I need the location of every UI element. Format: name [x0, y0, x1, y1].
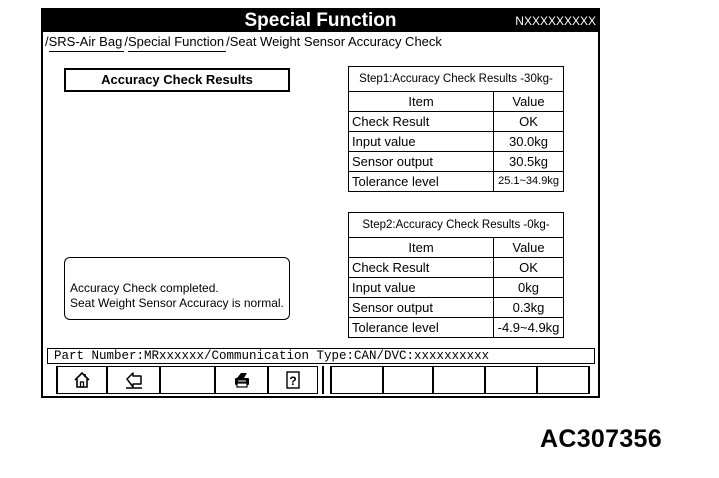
row-value: 0kg [494, 278, 564, 298]
row-label: Check Result [349, 112, 494, 132]
figure-code: AC307356 [540, 425, 662, 453]
function-button-bar [47, 366, 595, 394]
row-value: 30.5kg [494, 152, 564, 172]
return-button[interactable] [107, 366, 160, 394]
row-value: OK [494, 112, 564, 132]
status-line: Part Number:MRxxxxxx/Communication Type:CAN/DVC:xxxxxxxxxx [47, 348, 595, 364]
row-value: 30.0kg [494, 132, 564, 152]
header-item: Item [349, 92, 494, 112]
table-row [349, 172, 564, 192]
row-label: Tolerance level [349, 172, 494, 192]
blank-button[interactable] [160, 366, 215, 394]
table-row [349, 318, 564, 338]
table-row [349, 112, 564, 132]
return-icon [124, 370, 144, 390]
header-value: Value [494, 92, 564, 112]
title-bar [43, 10, 598, 32]
table-row [349, 298, 564, 318]
function-key-2[interactable] [383, 366, 433, 394]
breadcrumb-special-function[interactable]: Special Function [128, 32, 226, 52]
row-label: Sensor output [349, 152, 494, 172]
printer-icon [232, 370, 252, 390]
table-header-row [349, 92, 564, 112]
step1-table [348, 66, 564, 192]
row-label: Check Result [349, 258, 494, 278]
step2-table [348, 212, 564, 338]
header-value: Value [494, 238, 564, 258]
step1-caption: Step1:Accuracy Check Results -30kg- [349, 67, 564, 92]
print-button[interactable] [215, 366, 268, 394]
row-value: -4.9~4.9kg [494, 318, 564, 338]
row-value: OK [494, 258, 564, 278]
help-glyph: ? [289, 374, 297, 388]
bar-left-cap [47, 366, 57, 394]
window-title: Special Function [244, 10, 397, 31]
table-row [349, 132, 564, 152]
home-button[interactable] [57, 366, 107, 394]
function-key-1[interactable] [331, 366, 383, 394]
bar-right-cap [589, 366, 595, 394]
function-key-3[interactable] [433, 366, 485, 394]
row-label: Input value [349, 132, 494, 152]
help-button[interactable] [268, 366, 318, 394]
function-key-5[interactable] [537, 366, 589, 394]
table-row [349, 258, 564, 278]
table-row [349, 278, 564, 298]
header-item: Item [349, 238, 494, 258]
row-value: 0.3kg [494, 298, 564, 318]
table-row [349, 152, 564, 172]
diagnostic-screen [41, 8, 600, 398]
breadcrumb-seat-weight-sensor: Seat Weight Sensor Accuracy Check [229, 34, 442, 49]
home-icon [72, 370, 92, 390]
window-code: NXXXXXXXXX [515, 14, 596, 28]
breadcrumb: /SRS-Air Bag /Special Function /Seat Weight Sensor Accuracy Check [45, 32, 598, 52]
message-line-2: Seat Weight Sensor Accuracy is normal. [70, 296, 284, 310]
message-box [64, 257, 290, 320]
row-value: 25.1~34.9kg [494, 172, 564, 192]
step2-caption: Step2:Accuracy Check Results -0kg- [349, 213, 564, 238]
message-line-1: Accuracy Check completed. [70, 281, 219, 295]
row-label: Tolerance level [349, 318, 494, 338]
breadcrumb-srs-air-bag[interactable]: SRS-Air Bag [49, 32, 125, 52]
row-label: Input value [349, 278, 494, 298]
function-key-4[interactable] [485, 366, 537, 394]
bar-divider [323, 366, 331, 394]
results-title: Accuracy Check Results [64, 68, 290, 92]
help-icon [283, 370, 303, 390]
table-header-row [349, 238, 564, 258]
row-label: Sensor output [349, 298, 494, 318]
